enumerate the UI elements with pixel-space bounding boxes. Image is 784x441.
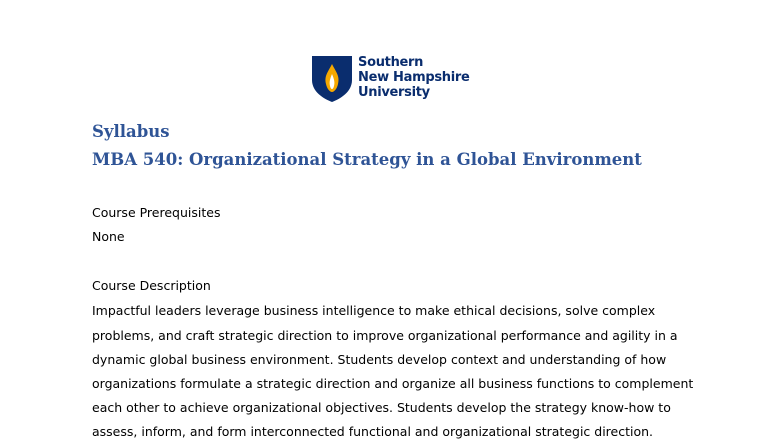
- description-line: assess, inform, and form interconnected functional and organizational strategic direction.: [92, 424, 654, 439]
- logo-line-1: Southern: [358, 55, 424, 70]
- shield-flame-icon: [310, 54, 354, 104]
- university-logo: [310, 54, 480, 104]
- syllabus-heading: Syllabus: [92, 122, 170, 141]
- prerequisites-value: None: [92, 229, 125, 244]
- description-line: each other to achieve organizational objectives. Students develop the strategy know-how to: [92, 400, 671, 415]
- description-label: Course Description: [92, 278, 211, 293]
- description-line: problems, and craft strategic direction to improve organizational performance and agility in a: [92, 328, 678, 343]
- logo-wordmark: [358, 55, 470, 100]
- course-title-heading: MBA 540: Organizational Strategy in a Global Environment: [92, 150, 642, 169]
- description-line: Impactful leaders leverage business intelligence to make ethical decisions, solve complex: [92, 303, 656, 318]
- logo-line-3: University: [358, 85, 430, 100]
- description-line: dynamic global business environment. Students develop context and understanding of how: [92, 352, 667, 367]
- prerequisites-label: Course Prerequisites: [92, 205, 221, 220]
- description-line: organizations formulate a strategic direction and organize all business functions to complement: [92, 376, 694, 391]
- logo-line-2: New Hampshire: [358, 70, 470, 85]
